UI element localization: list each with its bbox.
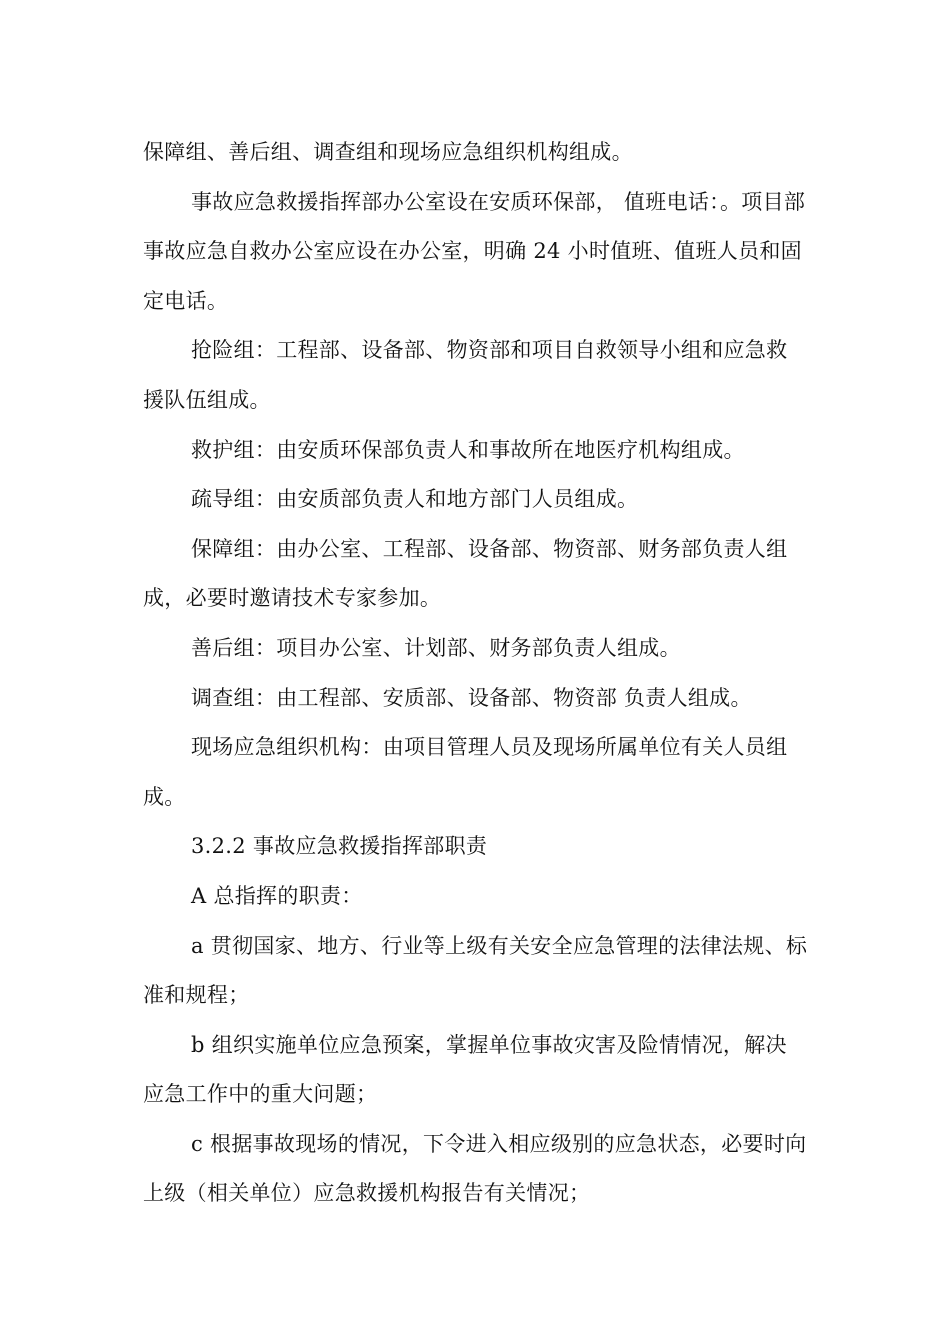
paragraph-rescue-group: 抢险组：工程部、设备部、物资部和项目自救领导小组和应急救援队伍组成。 xyxy=(143,338,788,412)
list-item-a: a 贯彻国家、地方、行业等上级有关安全应急管理的法律法规、标准和规程； xyxy=(143,933,808,1008)
paragraph-onsite-organization: 现场应急组织机构：由项目管理人员及现场所属单位有关人员组成。 xyxy=(143,735,788,809)
paragraph-investigation-group: 调查组：由工程部、安质部、设备部、物资部 负责人组成。 xyxy=(191,685,752,710)
paragraph-evacuation-group: 疏导组：由安质部负责人和地方部门人员组成。 xyxy=(191,487,639,512)
paragraph-support-group: 保障组：由办公室、工程部、设备部、物资部、财务部负责人组成，必要时邀请技术专家参加。 xyxy=(143,536,788,611)
paragraph-aftermath-group: 善后组：项目办公室、计划部、财务部负责人组成。 xyxy=(191,635,681,660)
paragraph-continuation: 保障组、善后组、调查组和现场应急组织机构组成。 xyxy=(143,140,633,164)
subsection-heading: A 总指挥的职责： xyxy=(191,883,363,908)
list-item-b: b 组织实施单位应急预案，掌握单位事故灾害及险情情况，解决应急工作中的重大问题； xyxy=(143,1032,787,1107)
section-heading: 3.2.2 事故应急救援指挥部职责 xyxy=(191,834,488,859)
paragraph-medical-group: 救护组：由安质环保部负责人和事故所在地医疗机构组成。 xyxy=(191,437,745,462)
list-item-c: c 根据事故现场的情况，下令进入相应级别的应急状态，必要时向上级（相关单位）应急救援机构报告有关情况； xyxy=(143,1131,807,1206)
paragraph-office-duty: 事故应急救援指挥部办公室设在安质环保部， 值班电话：。项目部事故应急自救办公室应设在办公室，明确 24 小时值班、值班人员和固定电话。 xyxy=(143,189,806,313)
document-body xyxy=(143,128,808,1219)
